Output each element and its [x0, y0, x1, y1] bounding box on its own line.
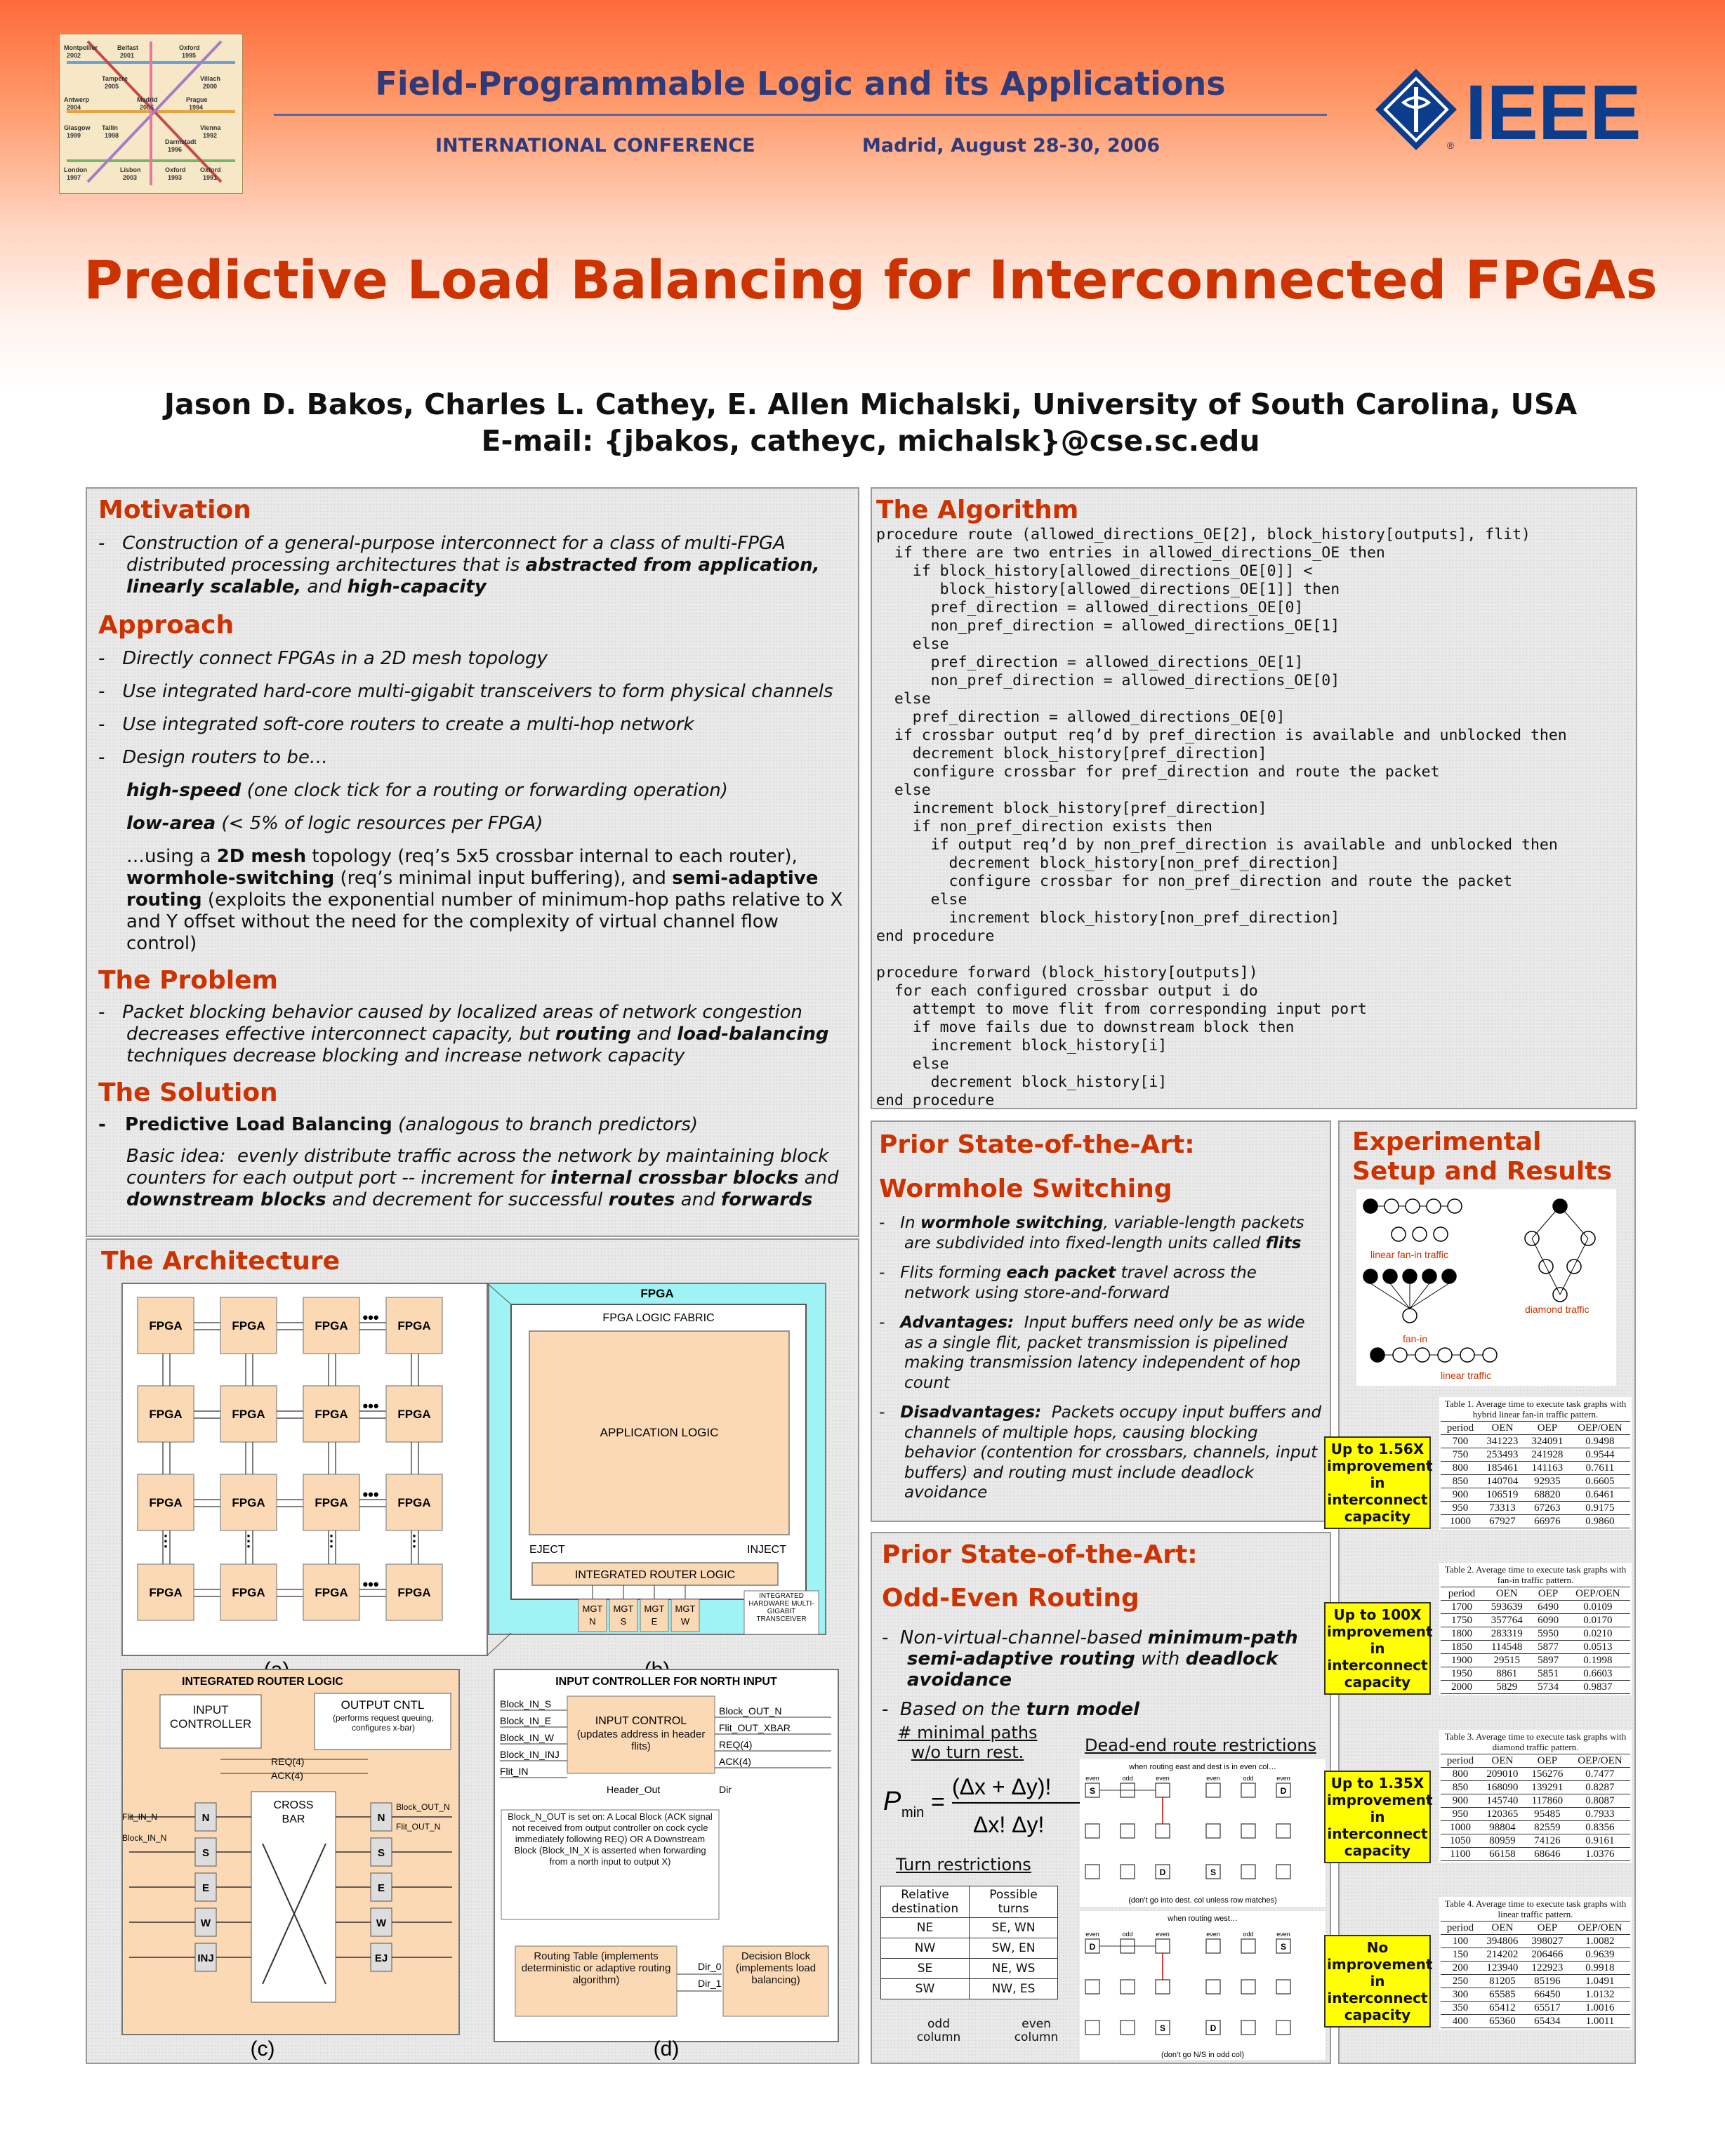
traffic-patterns: [1356, 1189, 1616, 1386]
metro-map-icon: [60, 34, 243, 194]
logo-city-year: 1991: [203, 174, 218, 181]
architecture-panel: [86, 1238, 859, 2064]
svg-text:Flit_OUT_N: Flit_OUT_N: [396, 1822, 441, 1832]
left-text-panel: [86, 487, 859, 1237]
results-table: Table 1. Average time to execute task graphs with hybrid linear fan-in traffic pattern. period OEN OEP OEP/OEN 700 341223 324091 0.9498 750 253493 241928 0.9544 800 185461 141163 0.7611 850 140704 92935 0.6605 900 106519 68820 0.6461 950 73313 67263 0.9175 1000 67927 66976 0.9860: [1439, 1397, 1632, 1530]
logo-city-year: 1996: [168, 146, 183, 153]
header-divider: [274, 114, 1327, 116]
col-label: odd: [1243, 1775, 1254, 1782]
mgt-label: MGT: [675, 1603, 696, 1614]
poster-title: Predictive Load Balancing for Interconnected FPGAs: [84, 249, 1658, 311]
grid-node: [1241, 1783, 1255, 1797]
ieee-diamond-icon: [1375, 69, 1457, 150]
svg-text:FPGA LOGIC FABRIC: FPGA LOGIC FABRIC: [602, 1312, 715, 1324]
grid-node: [1121, 1824, 1135, 1838]
ellipsis: •••: [362, 1486, 379, 1503]
mgt-label: MGT: [644, 1603, 665, 1614]
col-label: even: [1276, 1775, 1290, 1782]
mgt-label: MGT: [582, 1603, 603, 1614]
svg-text:ACK(4): ACK(4): [271, 1770, 303, 1781]
svg-text:Flit_IN_N: Flit_IN_N: [122, 1812, 158, 1822]
logo-city-label: Antwerp: [64, 96, 89, 103]
fpga-node-label: FPGA: [149, 1586, 183, 1599]
grid-node: [1121, 1865, 1135, 1879]
table-caption: Table 3. Average time to execute task graphs with diamond traffic pattern.: [1444, 1731, 1627, 1752]
ellipsis: •••: [362, 1575, 379, 1593]
oddeven-heading-1: Prior State-of-the-Art:: [882, 1540, 1198, 1569]
fpga-label: FPGA: [640, 1287, 674, 1300]
svg-text:=: =: [931, 1789, 945, 1816]
table-row: 900 106519 68820 0.6461: [1441, 1488, 1630, 1502]
col-label: even: [1156, 1931, 1170, 1938]
svg-text:BAR: BAR: [282, 1813, 305, 1825]
minpaths-formula: [879, 1765, 1097, 1842]
svg-text:D: D: [1089, 1942, 1096, 1952]
oddeven-heading-2: Odd-Even Routing: [882, 1584, 1139, 1613]
svg-text:Δx! Δy!: Δx! Δy!: [973, 1812, 1045, 1837]
table-row: 1000 98804 82559 0.8356: [1441, 1821, 1630, 1834]
logo-city-label: Tampere: [102, 75, 128, 82]
grid-node: [1085, 1980, 1099, 1994]
logo-city-year: 2003: [123, 174, 138, 181]
grid-node: [1276, 1824, 1290, 1838]
traffic-node: [1370, 1348, 1384, 1362]
table-row: 1100 66158 68646 1.0376: [1441, 1848, 1630, 1861]
svg-text:Header_Out: Header_Out: [607, 1784, 661, 1795]
logo-city-year: 1993: [168, 174, 183, 181]
svg-text:diamond traffic: diamond traffic: [1525, 1304, 1589, 1315]
svg-text:INPUT CONTROLLER FOR NORTH INP: INPUT CONTROLLER FOR NORTH INPUT: [555, 1676, 777, 1688]
conference-title: Field-Programmable Logic and its Applications: [375, 65, 1226, 102]
grid-node: [1156, 1980, 1170, 1994]
table-caption: Table 1. Average time to execute task graphs with hybrid linear fan-in traffic pattern.: [1444, 1398, 1627, 1420]
mgt-label: MGT: [613, 1603, 634, 1614]
svg-text:(don’t go N/S in odd col): (don’t go N/S in odd col): [1161, 2051, 1245, 2059]
logo-city-label: Oxford: [165, 166, 186, 173]
svg-text:S: S: [377, 1847, 385, 1859]
table-row: 1850 114548 5877 0.0513: [1441, 1641, 1630, 1654]
wormhole-panel: [871, 1120, 1331, 1522]
table-row: 100 394806 398027 1.0082: [1441, 1935, 1630, 1948]
d-input-label: Block_IN_E: [500, 1715, 552, 1726]
table-caption: Table 4. Average time to execute task graphs with linear traffic pattern.: [1444, 1898, 1627, 1919]
svg-text:N: N: [589, 1616, 596, 1627]
ellipsis: •••: [362, 1309, 379, 1326]
col-label: odd: [1122, 1931, 1133, 1938]
svg-text:S: S: [1089, 1786, 1096, 1796]
table-caption: Table 2. Average time to execute task graphs with fan-in traffic pattern.: [1444, 1564, 1627, 1585]
d-output-label: Block_OUT_N: [719, 1705, 782, 1717]
conference-date: Madrid, August 28-30, 2006: [862, 135, 1161, 157]
svg-text:INTEGRATED ROUTER LOGIC: INTEGRATED ROUTER LOGIC: [182, 1676, 343, 1688]
svg-text:N: N: [201, 1812, 210, 1824]
svg-text:W: W: [680, 1616, 690, 1627]
svg-text:(don’t go into dest. col unles: (don’t go into dest. col unless row matches): [1128, 1896, 1277, 1905]
col-label: odd: [1122, 1775, 1133, 1782]
svg-text:(d): (d): [653, 2037, 680, 2061]
fpga-node-label: FPGA: [232, 1496, 265, 1509]
table-row: 200 123940 122923 0.9918: [1441, 1962, 1630, 1975]
col-label: even: [1085, 1931, 1099, 1938]
svg-text:EJ: EJ: [374, 1952, 388, 1964]
svg-text:S: S: [1159, 2023, 1166, 2033]
fpga-node-label: FPGA: [315, 1408, 348, 1421]
svg-text:S: S: [201, 1847, 210, 1859]
traffic-node: [1422, 1269, 1436, 1283]
table-row: 150 214202 206466 0.9639: [1441, 1948, 1630, 1962]
svg-text:when routing west…: when routing west…: [1168, 1914, 1238, 1923]
motivation-heading: Motivation: [98, 496, 251, 524]
logo-city-label: London: [64, 166, 87, 173]
logo-city-year: 1994: [189, 104, 204, 111]
svg-text:Dir_1: Dir_1: [698, 1978, 722, 1989]
logo-city-year: 1997: [67, 174, 81, 181]
ellipsis: ⋮: [324, 1532, 339, 1549]
experimental-panel: [1338, 1120, 1636, 2064]
logo-city-label: Tallin: [102, 124, 118, 131]
d-output-label: REQ(4): [719, 1739, 753, 1750]
svg-text:linear fan-in traffic: linear fan-in traffic: [1370, 1249, 1449, 1260]
results-table: Table 2. Average time to execute task graphs with fan-in traffic pattern. period OEN OEP OEP/OEN 1700 593639 6490 0.0109 1750 357764 6090 0.0170 1800 283319 5950 0.0210 1850 114548 5877 0.0513 1900 29515 5897 0.1998 1950 8861 5851 0.6603 2000 5829 5734 0.9837: [1439, 1563, 1632, 1695]
solution-idea: Basic idea: evenly distribute traffic across the network by maintaining block counters for each output port -- increment for internal crossbar blocks and downstream blocks and decrement for successful routes and forwards: [126, 1146, 839, 1210]
svg-text:Block_OUT_N: Block_OUT_N: [396, 1802, 450, 1812]
svg-text:N: N: [377, 1812, 385, 1824]
svg-text:OUTPUT CNTL: OUTPUT CNTL: [341, 1698, 425, 1712]
grid-node: [1206, 1980, 1220, 1994]
minpaths-label: # minimal paths w/o turn rest.: [897, 1723, 1038, 1762]
traffic-node: [1415, 1348, 1429, 1362]
logo-city-year: 1999: [67, 132, 81, 139]
svg-text:D: D: [1280, 1786, 1287, 1796]
svg-text:INPUT CONTROL: INPUT CONTROL: [595, 1715, 687, 1727]
traffic-node: [1363, 1269, 1377, 1283]
badge-result-3: Up to 1.35X improvement in interconnect capacity: [1324, 1771, 1431, 1863]
grid-node: [1276, 2021, 1290, 2035]
wormhole-list: - In wormhole switching, variable-length packets are subdivided into fixed-length units called flits - Flits forming each packet travel across the network using store-and-forward - Advantages: Input buffers need only be as wide as a single flit, packet transmission is pipelined making transmission latency independent of hop count - Disadvantages: Packets occupy input buffers and channels of multiple hops, causing blocking behavior (contention for crossbars, channels, input buffers) and routing must include deadlock avoidance: [879, 1214, 1322, 1502]
table-row: 400 65360 65434 1.0011: [1441, 2015, 1630, 2028]
grid-node: [1241, 1980, 1255, 1994]
ellipsis: ⋮: [241, 1532, 256, 1549]
results-table: Table 3. Average time to execute task graphs with diamond traffic pattern. period OEN OEP OEP/OEN 800 209010 156276 0.7477 850 168090 139291 0.8287 900 145740 117860 0.8087 950 120365 95485 0.7933 1000 98804 82559 0.8356 1050 80959 74126 0.9161 1100 66158 68646 1.0376: [1439, 1730, 1632, 1863]
fpga-node-label: FPGA: [149, 1496, 183, 1509]
problem-heading: The Problem: [98, 966, 279, 995]
svg-text:fan-in: fan-in: [1403, 1333, 1428, 1344]
oddeven-list: - Non-virtual-channel-based minimum-path semi-adaptive routing with deadlock avoidance - Based on the turn model: [882, 1627, 1298, 1720]
fpga-node-label: FPGA: [397, 1586, 431, 1599]
table-row: 800 209010 156276 0.7477: [1441, 1768, 1630, 1781]
table-row: 350 65412 65517 1.0016: [1441, 2002, 1630, 2015]
table-row: 300 65585 66450 1.0132: [1441, 1988, 1630, 2002]
architecture-diagram: FPGA FPGA FPGA FPGAFPGA FPGA FPGA FPGAFPGA FPGA FPGA FPGAFPGA FPGA FPGA FPGA••••••••••••⋮ ⋮ ⋮ ⋮ FPGA FPGA LOGIC FABRIC APPLICATION LOGIC EJECT INJECT INTEGRATED ROUTER LOGIC MGTNMGTSMGTEMGTW INTEGRATED HARDWARE MULTI-GIGABIT TRANSCEIVER INTEGRATED ROUTER LOGIC INPUT CONTROLLER OUTPUT CNTL (performs request queuing, configures x-bar) REQ(4) ACK(4) CROSS BAR NSEWINJNSEWEJ Flit_IN_N Block_IN_N Block_OUT_N Flit_OUT_N (c) INPUT CONTROLLER FOR NORTH INPUT Block_IN_SBlock_IN_EBlock_IN_WBlock_IN_INJFlit_IN INPUT CONTROL (updates address in header flits) Block_OUT_NFlit_OUT_XBARREQ(4)ACK(4) Header_Out Dir Block_N_OUT is set on: A Local Block (ACK signal not received from output controller on cock cycle immediately following REQ) OR A Downstream Block (Block_IN_X is asserted when forwarding from a north input to output X) Routing Table (implements deterministic or adaptive routing algorithm) Dir_0 Dir_1 Decision Block (implements load balancing) (d): [87, 1240, 859, 2064]
wormhole-heading-1: Prior State-of-the-Art:: [879, 1130, 1195, 1159]
solution-heading: The Solution: [98, 1078, 278, 1107]
grid-node: [1156, 1824, 1170, 1838]
table-row: 1900 29515 5897 0.1998: [1441, 1654, 1630, 1667]
grid-node: [1241, 1865, 1255, 1879]
ellipsis: ⋮: [407, 1532, 422, 1549]
svg-text:APPLICATION LOGIC: APPLICATION LOGIC: [600, 1426, 719, 1439]
grid-node: [1206, 1783, 1220, 1797]
svg-text:linear traffic: linear traffic: [1441, 1370, 1492, 1381]
approach-item: - Use integrated hard-core multi-gigabit transceivers to form physical channels: [98, 681, 833, 702]
logo-city-label: Prague: [186, 96, 208, 103]
svg-text:W: W: [376, 1917, 387, 1929]
table-row: 1800 283319 5950 0.0210: [1441, 1627, 1630, 1641]
svg-text:S: S: [1210, 1867, 1217, 1877]
problem-text: - Packet blocking behavior caused by localized areas of network congestion decreases effective interconnect capacity, but routing and load-balancing techniques decrease blocking and increase network capacity: [98, 1002, 829, 1066]
svg-text:S: S: [1280, 1942, 1287, 1952]
grid-node: [1206, 1939, 1220, 1953]
svg-text:E: E: [201, 1882, 210, 1894]
logo-city-label: Oxford: [200, 166, 221, 173]
ellipsis: ⋮: [158, 1532, 173, 1549]
grid-node: [1085, 2021, 1099, 2035]
traffic-node: [1442, 1269, 1456, 1283]
svg-text:Dir_0: Dir_0: [698, 1961, 722, 1972]
traffic-node: [1403, 1309, 1417, 1323]
svg-text:INJECT: INJECT: [747, 1544, 786, 1556]
table-row: 850 140704 92935 0.6605: [1441, 1475, 1630, 1488]
svg-text:S: S: [620, 1616, 627, 1627]
svg-text:(c): (c): [250, 2037, 275, 2061]
table-row: 1000 67927 66976 0.9860: [1441, 1515, 1630, 1528]
table-row: 950 73313 67263 0.9175: [1441, 1502, 1630, 1515]
badge-result-2: Up to 100X improvement in interconnect capacity: [1324, 1602, 1431, 1695]
grid-node: [1241, 1824, 1255, 1838]
odd-even-panel: [871, 1532, 1331, 2064]
table-row: 800 185461 141163 0.7611: [1441, 1462, 1630, 1475]
logo-city-year: 2001: [120, 52, 135, 59]
d-output-label: Flit_OUT_XBAR: [719, 1722, 791, 1733]
svg-text:P: P: [883, 1787, 901, 1816]
ieee-wordmark: IEEE: [1465, 70, 1641, 153]
algorithm-heading: The Algorithm: [876, 496, 1079, 524]
col-label: even: [1085, 1775, 1099, 1782]
col-label: even: [1156, 1775, 1170, 1782]
table-row: 900 145740 117860 0.8087: [1441, 1794, 1630, 1808]
fpga-node-label: FPGA: [232, 1408, 265, 1421]
grid-node: [1156, 1939, 1170, 1953]
d-input-label: Block_IN_INJ: [500, 1749, 560, 1760]
algorithm-code: procedure route (allowed_directions_OE[2], block_history[outputs], flit) if there are two entries in allowed_directions_OE then if block_history[allowed_directions_OE[0]] < block_history[allowed_directions_OE[1]] then pref_direction = allowed_directions_OE[0] non_pref_direction = allowed_directions_OE[1] else pref_direction = allowed_directions_OE[1] non_pref_direction = allowed_directions_OE[0] else pref_direction = allowed_directions_OE[0] if crossbar output req’d by pref_direction is available and unblocked then decrement block_history[pref_direction] configure crossbar for pref_direction and route the packet else increment block_history[pref_direction] if non_pref_direction exists then if output req’d by non_pref_direction is available and unblocked then decrement block_history[non_pref_direction] configure crossbar for non_pref_direction and route the packet else increment block_history[non_pref_direction] end procedure procedure forward (block_history[outputs]) for each configured crossbar output i do attempt to move flit from corresponding input port if move fails due to downstream block then increment block_history[i] else decrement block_history[i] end procedure: [876, 526, 1567, 1109]
motivation-text: - Construction of a general-purpose interconnect for a class of multi-FPGA distributed processing architectures that is abstracted from application, linearly scalable, and high-capacity: [98, 533, 820, 597]
table-row: 750 253493 241928 0.9544: [1441, 1448, 1630, 1462]
d-input-label: Block_IN_W: [500, 1732, 555, 1743]
traffic-node: [1413, 1227, 1427, 1241]
odd-column-label: odd column: [916, 2017, 961, 2044]
algorithm-panel: [871, 487, 1637, 1109]
approach-high-speed: high-speed (one clock tick for a routing or forwarding operation): [126, 780, 728, 801]
experimental-heading-2: Setup and Results: [1352, 1157, 1612, 1186]
svg-text:W: W: [200, 1917, 211, 1929]
col-label: even: [1206, 1775, 1220, 1782]
approach-low-area: low-area (< 5% of logic resources per FPGA): [126, 813, 543, 834]
traffic-node: [1438, 1348, 1452, 1362]
approach-list: [98, 648, 847, 835]
svg-text:E: E: [651, 1616, 658, 1627]
logo-city-year: 2002: [67, 52, 81, 59]
approach-item: - Use integrated soft-core routers to create a multi-hop network: [98, 714, 694, 735]
solution-text: - Predictive Load Balancing (analogous to branch predictors): [98, 1114, 699, 1135]
grid-node: [1121, 2021, 1135, 2035]
fpga-node-label: FPGA: [232, 1586, 265, 1599]
svg-text:min: min: [901, 1805, 925, 1820]
grid-node: [1156, 1783, 1170, 1797]
fpga-node-label: FPGA: [397, 1496, 431, 1509]
svg-text:Dir: Dir: [719, 1784, 732, 1795]
col-label: odd: [1243, 1931, 1254, 1938]
deadend-label: Dead-end route restrictions: [1085, 1735, 1316, 1755]
traffic-node: [1483, 1348, 1497, 1362]
fpga-node-label: FPGA: [149, 1319, 183, 1332]
grid-node: [1206, 1824, 1220, 1838]
approach-heading: Approach: [98, 611, 234, 640]
traffic-node: [1448, 1199, 1462, 1213]
turn-table: Relative destination Possible turns NE SE, WN NW SW, EN SE NE, WS SW NW, ES: [880, 1886, 1058, 1999]
svg-text:REQ(4): REQ(4): [271, 1756, 305, 1767]
wormhole-heading-2: Wormhole Switching: [879, 1175, 1172, 1203]
table-row: 1700 593639 6490 0.0109: [1441, 1601, 1630, 1614]
fpga-node-label: FPGA: [397, 1319, 431, 1332]
traffic-node: [1460, 1348, 1474, 1362]
traffic-node: [1434, 1227, 1448, 1241]
d-input-label: Flit_IN: [500, 1766, 529, 1777]
deadend-grids: [1080, 1759, 1326, 2061]
svg-text:®: ®: [1447, 140, 1455, 151]
logo-city-label: Madrid: [137, 96, 158, 103]
traffic-node: [1406, 1199, 1420, 1213]
author-email: E-mail: {jbakos, catheyc, michalsk}@cse.sc.edu: [481, 424, 1260, 458]
traffic-node: [1393, 1348, 1407, 1362]
fpga-node-label: FPGA: [315, 1586, 348, 1599]
logo-city-label: Villach: [200, 75, 220, 82]
table-row: 250 81205 85196 1.0491: [1441, 1975, 1630, 1988]
svg-text:EJECT: EJECT: [529, 1544, 565, 1556]
results-table: Table 4. Average time to execute task graphs with linear traffic pattern. period OEN OEP OEP/OEN 100 394806 398027 1.0082 150 214202 206466 0.9639 200 123940 122923 0.9918 250 81205 85196 1.0491 300 65585 66450 1.0132 350 65412 65517 1.0016 400 65360 65434 1.0011: [1439, 1897, 1632, 2030]
table-row: 950 120365 95485 0.7933: [1441, 1808, 1630, 1821]
table-row: 700 341223 324091 0.9498: [1441, 1435, 1630, 1448]
ellipsis: •••: [362, 1397, 379, 1415]
approach-topology: …using a 2D mesh topology (req’s 5x5 crossbar internal to each router), wormhole-switching (req’s minimal input buffering), and semi-adaptive routing (exploits the exponential number of minimum-hop paths relative to X and Y offset without the need for the complexity of virtual channel flow control): [126, 846, 843, 954]
turn-restrictions-label: Turn restrictions: [896, 1855, 1031, 1874]
approach-item: - Directly connect FPGAs in a 2D mesh topology: [98, 648, 548, 669]
traffic-node: [1392, 1227, 1406, 1241]
grid-node: [1241, 2021, 1255, 2035]
badge-result-1: Up to 1.56X improvement in interconnect capacity: [1324, 1436, 1431, 1529]
table-row: 2000 5829 5734 0.9837: [1441, 1681, 1630, 1694]
svg-text:D: D: [1210, 2023, 1217, 2033]
logo-city-label: Montpellier: [64, 44, 98, 51]
logo-city-year: 2000: [203, 83, 218, 90]
table-row: 850 168090 139291 0.8287: [1441, 1781, 1630, 1794]
svg-text:(Δx + Δy)!: (Δx + Δy)!: [952, 1774, 1052, 1799]
grid-node: [1121, 1980, 1135, 1994]
d-input-label: Block_IN_S: [500, 1698, 552, 1709]
traffic-node: [1403, 1269, 1417, 1283]
ieee-logo: [1373, 66, 1667, 153]
grid-node: [1085, 1865, 1099, 1879]
logo-city-year: 1995: [182, 52, 197, 59]
table-row: 1950 8861 5851 0.6603: [1441, 1667, 1630, 1681]
logo-city-label: Lisbon: [120, 166, 141, 173]
grid-node: [1241, 1939, 1255, 1953]
experimental-heading-1: Experimental: [1352, 1127, 1542, 1156]
grid-node: [1276, 1865, 1290, 1879]
traffic-node: [1363, 1199, 1377, 1213]
fpga-node-label: FPGA: [149, 1408, 183, 1421]
svg-text:INTEGRATED ROUTER LOGIC: INTEGRATED ROUTER LOGIC: [574, 1569, 736, 1581]
logo-city-label: Darmstadt: [165, 138, 197, 145]
fpga-node-label: FPGA: [315, 1496, 348, 1509]
fpga-node-label: FPGA: [315, 1319, 348, 1332]
architecture-heading: The Architecture: [101, 1247, 341, 1276]
table-row: 1050 80959 74126 0.9161: [1441, 1834, 1630, 1848]
even-column-label: even column: [1014, 2017, 1059, 2044]
badge-result-4: No improvement in interconnect capacity: [1324, 1935, 1431, 2028]
svg-text:D: D: [1159, 1867, 1166, 1877]
fpga-node-label: FPGA: [397, 1408, 431, 1421]
logo-city-label: Belfast: [117, 44, 139, 51]
svg-text:when routing east and dest is: when routing east and dest is in even col…: [1129, 1763, 1276, 1771]
table-row: 1750 357764 6090 0.0170: [1441, 1614, 1630, 1627]
logo-city-year: 1998: [105, 132, 119, 139]
logo-city-label: Vienna: [200, 124, 221, 131]
logo-city-year: 2004: [67, 104, 81, 111]
logo-city-year: 2006: [140, 104, 154, 111]
grid-node: [1276, 1980, 1290, 1994]
logo-city-year: 2005: [105, 83, 119, 90]
d-output-label: ACK(4): [719, 1756, 751, 1767]
grid-node: [1085, 1824, 1099, 1838]
fpga-node-label: FPGA: [232, 1319, 265, 1332]
col-label: even: [1206, 1931, 1220, 1938]
traffic-node: [1384, 1199, 1399, 1213]
conference-subtitle: INTERNATIONAL CONFERENCE: [435, 135, 755, 157]
traffic-node: [1427, 1199, 1441, 1213]
crossbar-label: CROSS: [273, 1799, 314, 1811]
logo-city-label: Oxford: [179, 44, 200, 51]
authors: Jason D. Bakos, Charles L. Cathey, E. Allen Michalski, University of South Carolina, USA: [164, 388, 1578, 421]
col-label: even: [1276, 1931, 1290, 1938]
approach-item: - Design routers to be…: [98, 747, 328, 768]
logo-city-label: Glasgow: [64, 124, 91, 131]
svg-text:E: E: [377, 1882, 385, 1894]
conference-logo: [59, 34, 243, 194]
svg-text:Block_IN_N: Block_IN_N: [122, 1833, 167, 1843]
traffic-node: [1383, 1269, 1397, 1283]
logo-city-year: 1992: [203, 132, 218, 139]
svg-text:INJ: INJ: [197, 1952, 214, 1964]
